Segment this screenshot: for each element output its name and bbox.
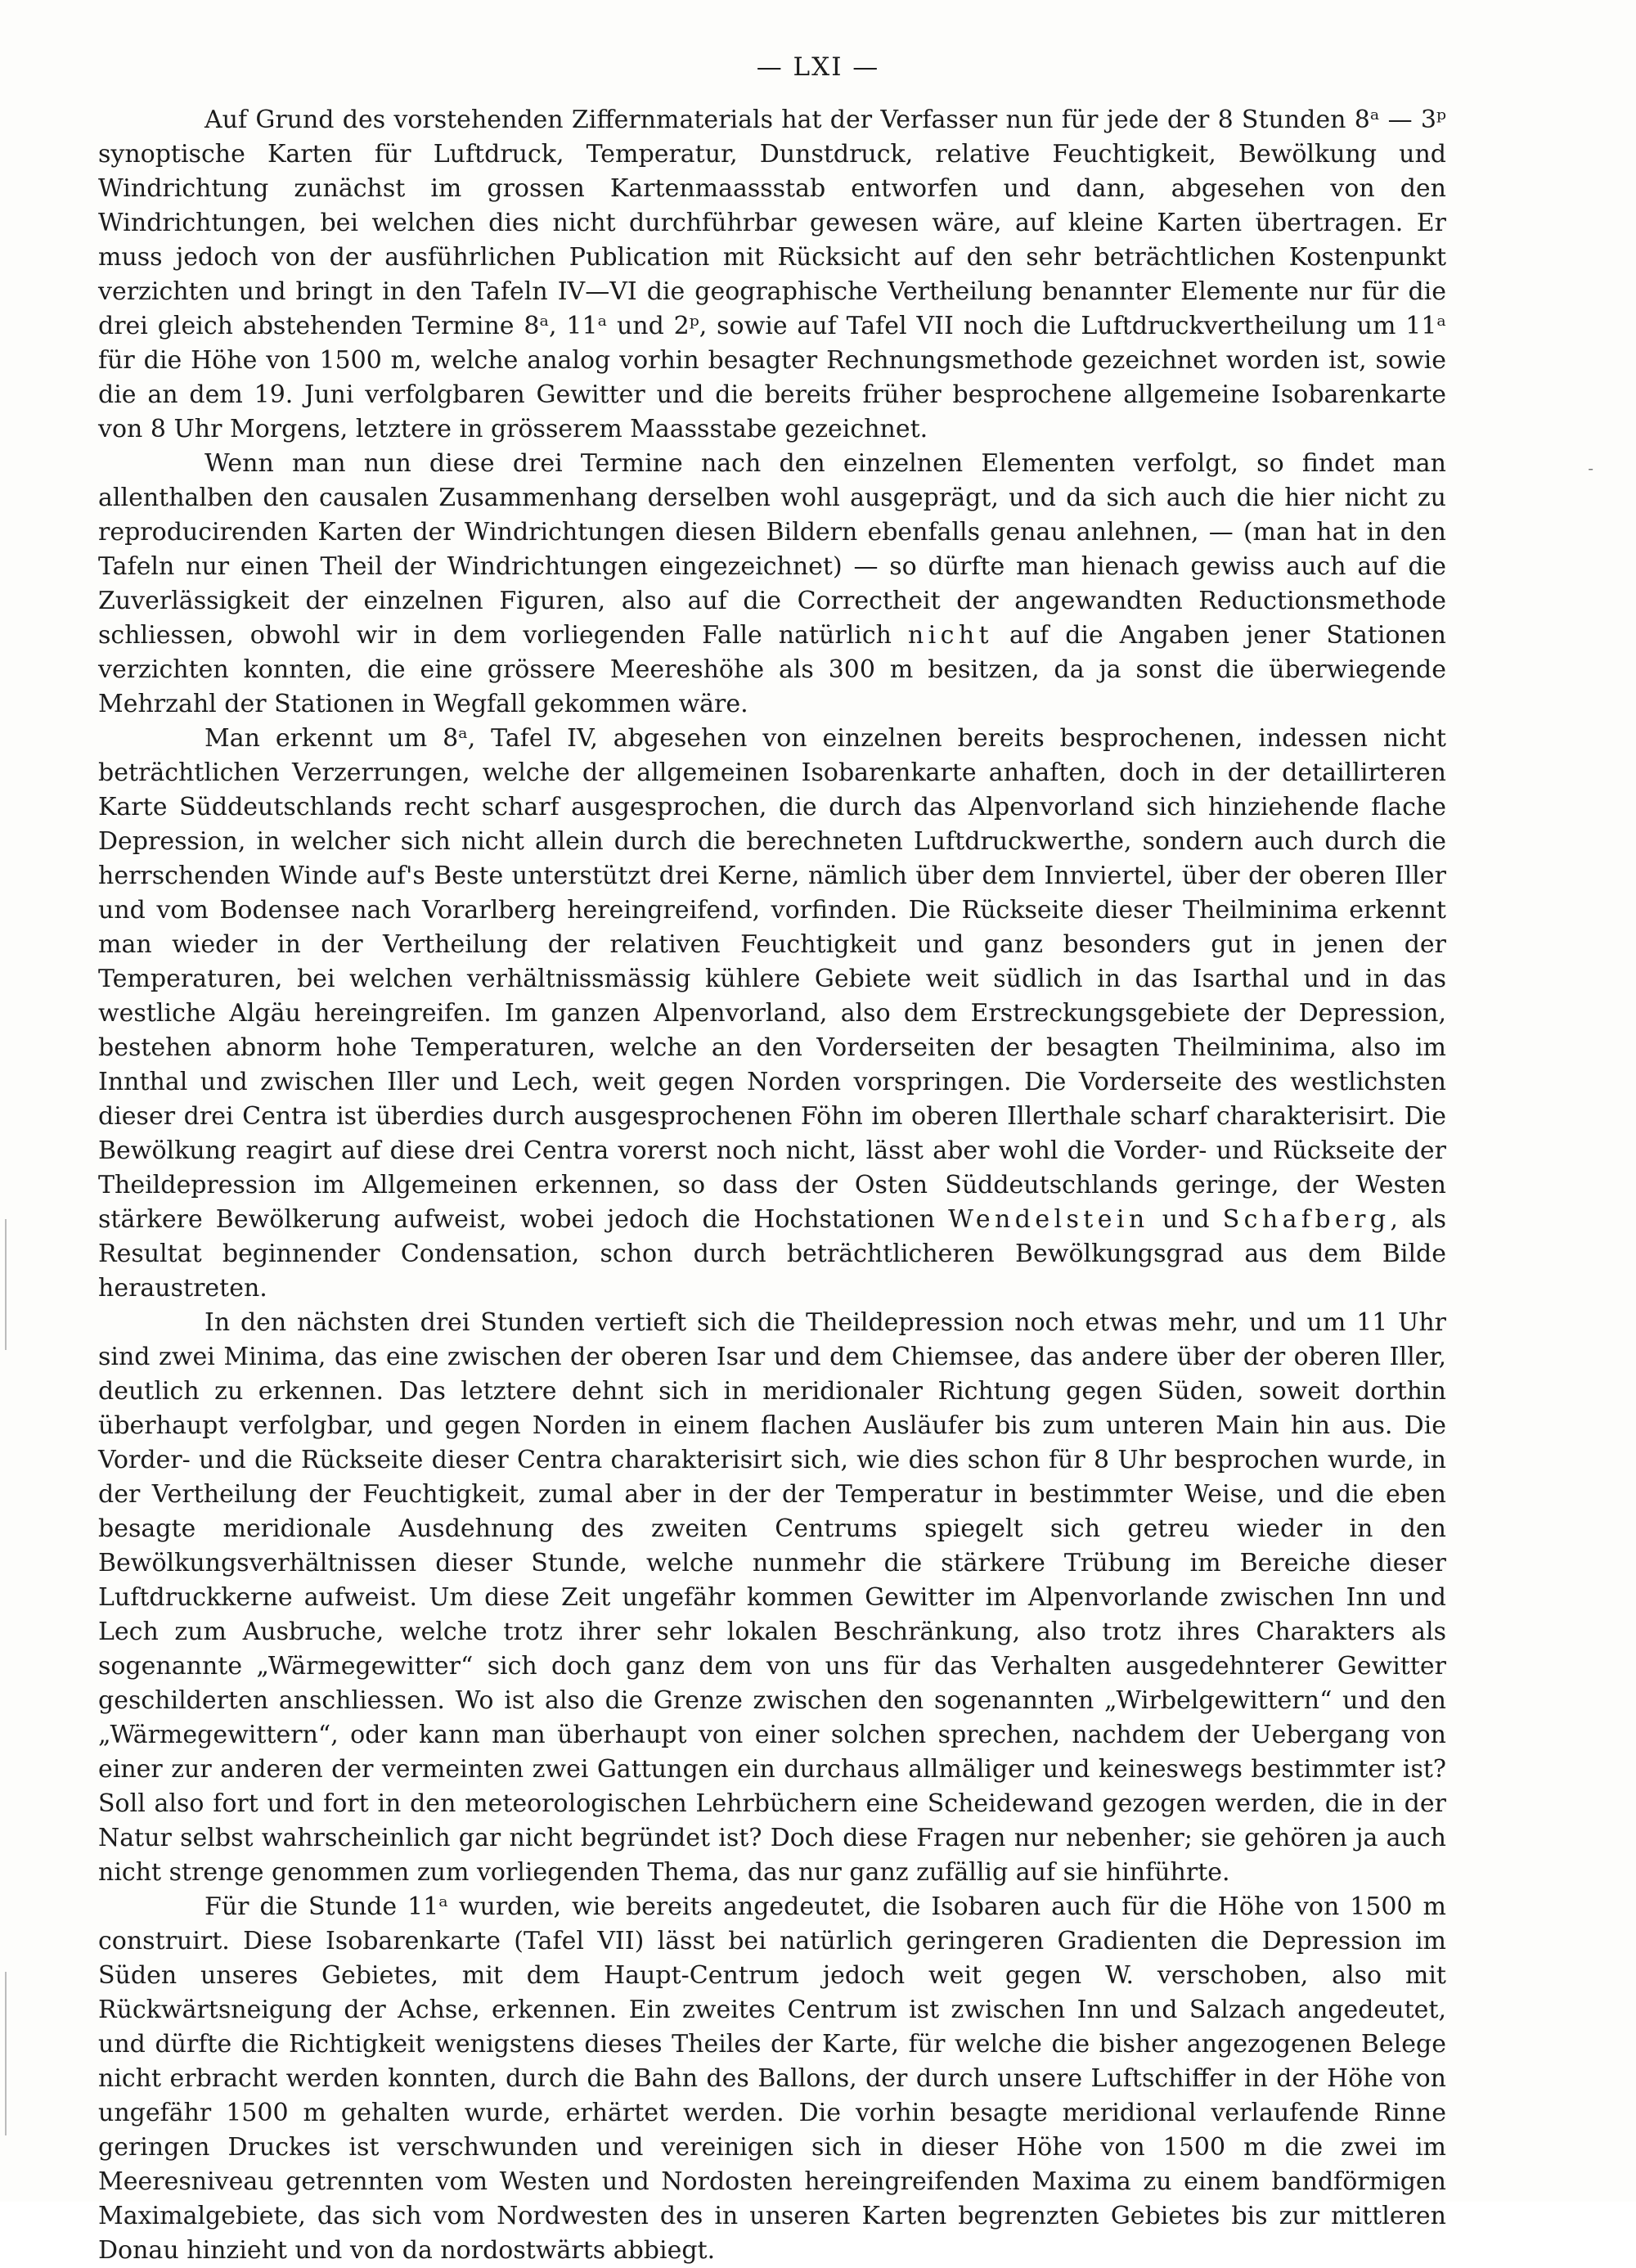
- station-wendelstein: Wendelstein: [948, 1205, 1149, 1234]
- margin-mark: -: [1588, 458, 1593, 478]
- paragraph-2-text-b: auf die Angaben jener Stationen verzichten konnten, die eine grössere Meereshöhe als 300 m besitzen, da ja sonst die überwiegende Mehrzahl der Stationen in Wegfall gekommen wäre.: [98, 621, 1446, 718]
- paragraph-3-text-c: , als Resultat beginnender Condensation, schon durch beträchtlicheren Bewölkungsgrad aus dem Bilde heraustreten.: [98, 1205, 1446, 1303]
- body-text: [98, 103, 1446, 2268]
- scan-edge-mark: [5, 1972, 7, 2135]
- paragraph-3-text-a: Man erkennt um 8ᵃ, Tafel IV, abgesehen von einzelnen bereits besprochenen, indessen nicht beträchtlichen Verzerrungen, welche der allgemeinen Isobarenkarte anhaften, doch in der detaillirteren Karte Süddeutschlands recht scharf ausgesprochen, die durch das Alpenvorland sich hinziehende flache Depression, in welcher sich nicht allein durch die berechneten Luftdruckwerthe, sondern auch durch die herrschenden Winde auf's Beste unterstützt drei Kerne, nämlich über dem Innviertel, über der oberen Iller und vom Bodensee nach Vorarlberg hereingreifend, vorfinden. Die Rückseite dieser Theilminima erkennt man wieder in der Vertheilung der relativen Feuchtigkeit und ganz besonders gut in jenen der Temperaturen, bei welchen verhältnissmässig kühlere Gebiete weit südlich in das Isarthal und in das westliche Algäu hereingreifen. Im ganzen Alpenvorland, also dem Erstreckungsgebiete der Depression, bestehen abnorm hohe Temperaturen, welche an den Vorderseiten der besagten Theilminima, also im Innthal und zwischen Iller und Lech, weit gegen Norden vorspringen. Die Vorderseite des westlichsten dieser drei Centra ist überdies durch ausgesprochenen Föhn im oberen Illerthale scharf charakterisirt. Die Bewölkung reagirt auf diese drei Centra vorerst noch nicht, lässt aber wohl die Vorder- und Rückseite der Theildepression im Allgemeinen erkennen, so dass der Osten Süddeutschlands geringe, der Westen stärkere Bewölkerung aufweist, wobei jedoch die Hochstationen: [98, 724, 1446, 1234]
- paragraph-3: [98, 722, 1446, 1306]
- paragraph-2: [98, 447, 1446, 722]
- emphasis-nicht: nicht: [907, 621, 994, 650]
- paragraph-3-text-b: und: [1148, 1205, 1223, 1234]
- station-schafberg: Schafberg: [1222, 1205, 1391, 1234]
- paragraph-2-text-a: Wenn man nun diese drei Termine nach den einzelnen Elementen verfolgt, so findet man allenthalben den causalen Zusammenhang derselben wohl ausgeprägt, und da sich auch die hier nicht zu reproducirenden Karten der Windrichtungen diesen Bildern ebenfalls genau anlehnen, — (man hat in den Tafeln nur einen Theil der Windrichtungen eingezeichnet) — so dürfte man hienach gewiss auch auf die Zuverlässigkeit der einzelnen Figuren, also auf die Correctheit der angewandten Reductionsmethode schliessen, obwohl wir in dem vorliegenden Falle natürlich: [98, 449, 1446, 650]
- paragraph-5: Für die Stunde 11ᵃ wurden, wie bereits angedeutet, die Isobaren auch für die Höhe von 1500 m construirt. Diese Isobarenkarte (Tafel VII) lässt bei natürlich geringeren Gradienten die Depression im Süden unseres Gebietes, mit dem Haupt-Centrum jedoch weit gegen W. verschoben, also mit Rückwärtsneigung der Achse, erkennen. Ein zweites Centrum ist zwischen Inn und Salzach angedeutet, und dürfte die Richtigkeit wenigstens dieses Theiles der Karte, für welche die bisher angezogenen Belege nicht erbracht werden konnten, durch die Bahn des Ballons, der durch unsere Luftschiffer in der Höhe von ungefähr 1500 m gehalten wurde, erhärtet werden. Die vorhin besagte meridional verlaufende Rinne geringen Druckes ist verschwunden und vereinigen sich in dieser Höhe von 1500 m die zwei im Meeresniveau getrennten vom Westen und Nordosten hereingreifenden Maxima zu einem bandförmigen Maximalgebiete, das sich vom Nordwesten des in unseren Karten begrenzten Gebietes bis zur mittleren Donau hinzieht und von da nordostwärts abbiegt.: [98, 1892, 1446, 2265]
- scan-edge-mark: [5, 1219, 7, 1350]
- page-number: — LXI —: [756, 52, 880, 82]
- paragraph-1: Auf Grund des vorstehenden Ziffernmaterials hat der Verfasser nun für jede der 8 Stunden 8ᵃ — 3ᵖ synoptische Karten für Luftdruck, Temperatur, Dunstdruck, relative Feuchtigkeit, Bewölkung und Windrichtung zunächst im grossen Kartenmaassstab entworfen und dann, abgesehen von den Windrichtungen, bei welchen dies nicht durchführbar gewesen wäre, auf kleine Karten übertragen. Er muss jedoch von der ausführlichen Publication mit Rücksicht auf den sehr beträchtlichen Kostenpunkt verzichten und bringt in den Tafeln IV—VI die geographische Vertheilung benannter Elemente nur für die drei gleich abstehenden Termine 8ᵃ, 11ᵃ und 2ᵖ, sowie auf Tafel VII noch die Luftdruckvertheilung um 11ᵃ für die Höhe von 1500 m, welche analog vorhin besagter Rechnungsmethode gezeichnet worden ist, sowie die an dem 19. Juni verfolgbaren Gewitter und die bereits früher besprochene allgemeine Isobarenkarte von 8 Uhr Morgens, letztere in grösserem Maassstabe gezeichnet.: [98, 106, 1446, 443]
- paragraph-4: In den nächsten drei Stunden vertieft sich die Theildepression noch etwas mehr, und um 11 Uhr sind zwei Minima, das eine zwischen der oberen Isar und dem Chiemsee, das andere über der oberen Iller, deutlich zu erkennen. Das letztere dehnt sich in meridionaler Richtung gegen Süden, soweit dorthin überhaupt verfolgbar, und gegen Norden in einem flachen Ausläufer bis zum unteren Main hin aus. Die Vorder- und die Rückseite dieser Centra charakterisirt sich, wie dies schon für 8 Uhr besprochen wurde, in der Vertheilung der Feuchtigkeit, zumal aber in der der Temperatur in bestimmter Weise, und die eben besagte meridionale Ausdehnung des zweiten Centrums spiegelt sich getreu wieder in den Bewölkungsverhältnissen dieser Stunde, welche nunmehr die stärkere Trübung im Bereiche dieser Luftdruckkerne aufweist. Um diese Zeit ungefähr kommen Gewitter im Alpenvorlande zwischen Inn und Lech zum Ausbruche, welche trotz ihrer sehr lokalen Beschränkung, also trotz ihres Charakters als sogenannte „Wärmegewitter“ sich doch ganz dem von uns für das Verhalten ausgedehnterer Gewitter geschilderten anschliessen. Wo ist also die Grenze zwischen den sogenannten „Wirbelgewittern“ und den „Wärmegewittern“, oder kann man überhaupt von einer solchen sprechen, nachdem der Uebergang von einer zur anderen der vermeinten zwei Gattungen ein durchaus allmäliger und keineswegs bestimmter ist? Soll also fort und fort in den meteorologischen Lehrbüchern eine Scheidewand gezogen werden, die in der Natur selbst wahrscheinlich gar nicht begründet ist? Doch diese Fragen nur nebenher; sie gehören ja auch nicht strenge genommen zum vorliegenden Thema, das nur ganz zufällig auf sie hinführte.: [98, 1308, 1446, 1887]
